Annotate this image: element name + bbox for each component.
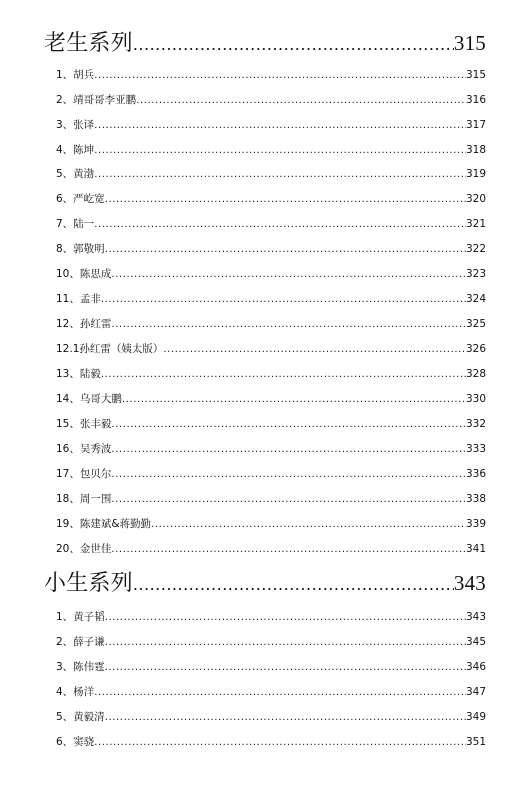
toc-entry-label: 10、陈思成 bbox=[56, 268, 112, 280]
toc-entry-label: 15、张丰毅 bbox=[56, 418, 112, 430]
toc-entry-label: 11、孟非 bbox=[56, 293, 101, 305]
dot-leader bbox=[94, 687, 466, 698]
toc-entry-label: 16、吴秀波 bbox=[56, 443, 112, 455]
toc-entry[interactable] bbox=[56, 734, 486, 752]
dot-leader bbox=[94, 70, 466, 81]
toc-entry-page: 338 bbox=[465, 493, 486, 505]
toc-entry-page: 315 bbox=[465, 69, 486, 81]
toc-entry-page: 321 bbox=[465, 218, 486, 230]
toc-entry[interactable] bbox=[56, 341, 486, 359]
section-title: 小生系列 bbox=[44, 571, 133, 596]
toc-entry-label: 6、严屹宽 bbox=[56, 193, 105, 205]
toc-entry-label: 7、陆一 bbox=[56, 218, 95, 230]
toc-entry[interactable] bbox=[56, 516, 486, 534]
toc-entry[interactable] bbox=[56, 709, 486, 727]
toc-entry-page: 325 bbox=[465, 318, 486, 330]
toc-entry-label: 18、周一围 bbox=[56, 493, 112, 505]
section-page-number: 343 bbox=[453, 571, 486, 595]
toc-entry-page: 326 bbox=[465, 343, 486, 355]
toc-entry[interactable] bbox=[56, 191, 486, 209]
toc-entry[interactable] bbox=[56, 466, 486, 484]
toc-entry-label: 3、陈伟霆 bbox=[56, 661, 105, 673]
section-heading-xiaosheng[interactable] bbox=[44, 566, 486, 600]
dot-leader bbox=[111, 444, 466, 455]
toc-entry-label: 13、陆毅 bbox=[56, 368, 101, 380]
toc-entry[interactable] bbox=[56, 659, 486, 677]
toc-entry-label: 14、乌哥大鹏 bbox=[56, 393, 122, 405]
toc-entry[interactable] bbox=[56, 266, 486, 284]
dot-leader bbox=[94, 219, 466, 230]
toc-entry-page: 328 bbox=[465, 368, 486, 380]
dot-leader bbox=[94, 737, 466, 748]
dot-leader bbox=[105, 712, 466, 723]
dot-leader bbox=[163, 344, 466, 355]
toc-entry[interactable] bbox=[56, 142, 486, 160]
toc-entry-page: 319 bbox=[465, 168, 486, 180]
toc-entry-page: 323 bbox=[465, 268, 486, 280]
dot-leader bbox=[133, 35, 454, 54]
toc-entry-label: 2、靖哥哥李亚鹏 bbox=[56, 94, 137, 106]
toc-entry-page: 349 bbox=[465, 711, 486, 723]
toc-entry-page: 324 bbox=[465, 293, 486, 305]
toc-entry[interactable] bbox=[56, 166, 486, 184]
toc-entry-label: 17、包贝尔 bbox=[56, 468, 112, 480]
dot-leader bbox=[94, 169, 466, 180]
toc-entry-page: 336 bbox=[465, 468, 486, 480]
dot-leader bbox=[111, 494, 466, 505]
toc-entry-page: 343 bbox=[465, 611, 486, 623]
toc-entry-label: 1、黄子韬 bbox=[56, 611, 105, 623]
dot-leader bbox=[136, 95, 466, 106]
toc-entry-label: 5、黄毅清 bbox=[56, 711, 105, 723]
toc-entry[interactable] bbox=[56, 541, 486, 559]
toc-entry-page: 316 bbox=[465, 94, 486, 106]
toc-entry-page: 322 bbox=[465, 243, 486, 255]
toc-entry-label: 12、孙红雷 bbox=[56, 318, 112, 330]
toc-entry[interactable] bbox=[56, 491, 486, 509]
dot-leader bbox=[111, 319, 466, 330]
dot-leader bbox=[105, 194, 466, 205]
dot-leader bbox=[111, 544, 466, 555]
toc-entry[interactable] bbox=[56, 366, 486, 384]
toc-entry[interactable] bbox=[56, 67, 486, 85]
dot-leader bbox=[105, 637, 466, 648]
dot-leader bbox=[122, 394, 466, 405]
toc-entry[interactable] bbox=[56, 634, 486, 652]
toc-entry-page: 318 bbox=[465, 144, 486, 156]
toc-entry[interactable] bbox=[56, 684, 486, 702]
dot-leader bbox=[105, 662, 466, 673]
toc-entry[interactable] bbox=[56, 316, 486, 334]
toc-entry[interactable] bbox=[56, 416, 486, 434]
toc-entry[interactable] bbox=[56, 609, 486, 627]
toc-entry-page: 346 bbox=[465, 661, 486, 673]
dot-leader bbox=[111, 269, 466, 280]
dot-leader bbox=[111, 469, 466, 480]
toc-entry-page: 341 bbox=[465, 543, 486, 555]
toc-entry-page: 332 bbox=[465, 418, 486, 430]
dot-leader bbox=[101, 294, 466, 305]
toc-entry-page: 317 bbox=[465, 119, 486, 131]
dot-leader bbox=[94, 120, 466, 131]
toc-entry-label: 20、金世佳 bbox=[56, 543, 112, 555]
toc-entry[interactable] bbox=[56, 92, 486, 110]
toc-entry[interactable] bbox=[56, 391, 486, 409]
toc-entry-label: 4、杨洋 bbox=[56, 686, 95, 698]
toc-entry-label: 2、薛子谦 bbox=[56, 636, 105, 648]
toc-entry-page: 347 bbox=[465, 686, 486, 698]
dot-leader bbox=[105, 244, 466, 255]
toc-entry-page: 351 bbox=[465, 736, 486, 748]
toc-entry-label: 12.1孙红雷（姨太版） bbox=[56, 343, 164, 355]
dot-leader bbox=[105, 612, 466, 623]
dot-leader bbox=[94, 145, 466, 156]
toc-entry-label: 19、陈建斌&蒋勤勤 bbox=[56, 518, 152, 530]
toc-entry[interactable] bbox=[56, 216, 486, 234]
dot-leader bbox=[151, 519, 466, 530]
toc-entry-label: 3、张译 bbox=[56, 119, 95, 131]
toc-entry-page: 339 bbox=[465, 518, 486, 530]
toc-entry[interactable] bbox=[56, 117, 486, 135]
dot-leader bbox=[133, 575, 454, 594]
dot-leader bbox=[101, 369, 466, 380]
toc-entry-page: 333 bbox=[465, 443, 486, 455]
toc-entry-label: 5、黄渤 bbox=[56, 168, 95, 180]
toc-entry[interactable] bbox=[56, 291, 486, 309]
section-page-number: 315 bbox=[453, 31, 486, 55]
toc-entry[interactable] bbox=[56, 241, 486, 259]
toc-entry-label: 1、胡兵 bbox=[56, 69, 95, 81]
toc-entry[interactable] bbox=[56, 441, 486, 459]
toc-entry-label: 6、窦骁 bbox=[56, 736, 95, 748]
toc-entry-label: 8、郭敬明 bbox=[56, 243, 105, 255]
dot-leader bbox=[111, 419, 466, 430]
toc-entry-page: 320 bbox=[465, 193, 486, 205]
toc-entry-label: 4、陈坤 bbox=[56, 144, 95, 156]
section-heading-laosheng[interactable] bbox=[44, 26, 486, 60]
toc-entry-page: 345 bbox=[465, 636, 486, 648]
toc-entry-page: 330 bbox=[465, 393, 486, 405]
section-title: 老生系列 bbox=[44, 31, 133, 56]
